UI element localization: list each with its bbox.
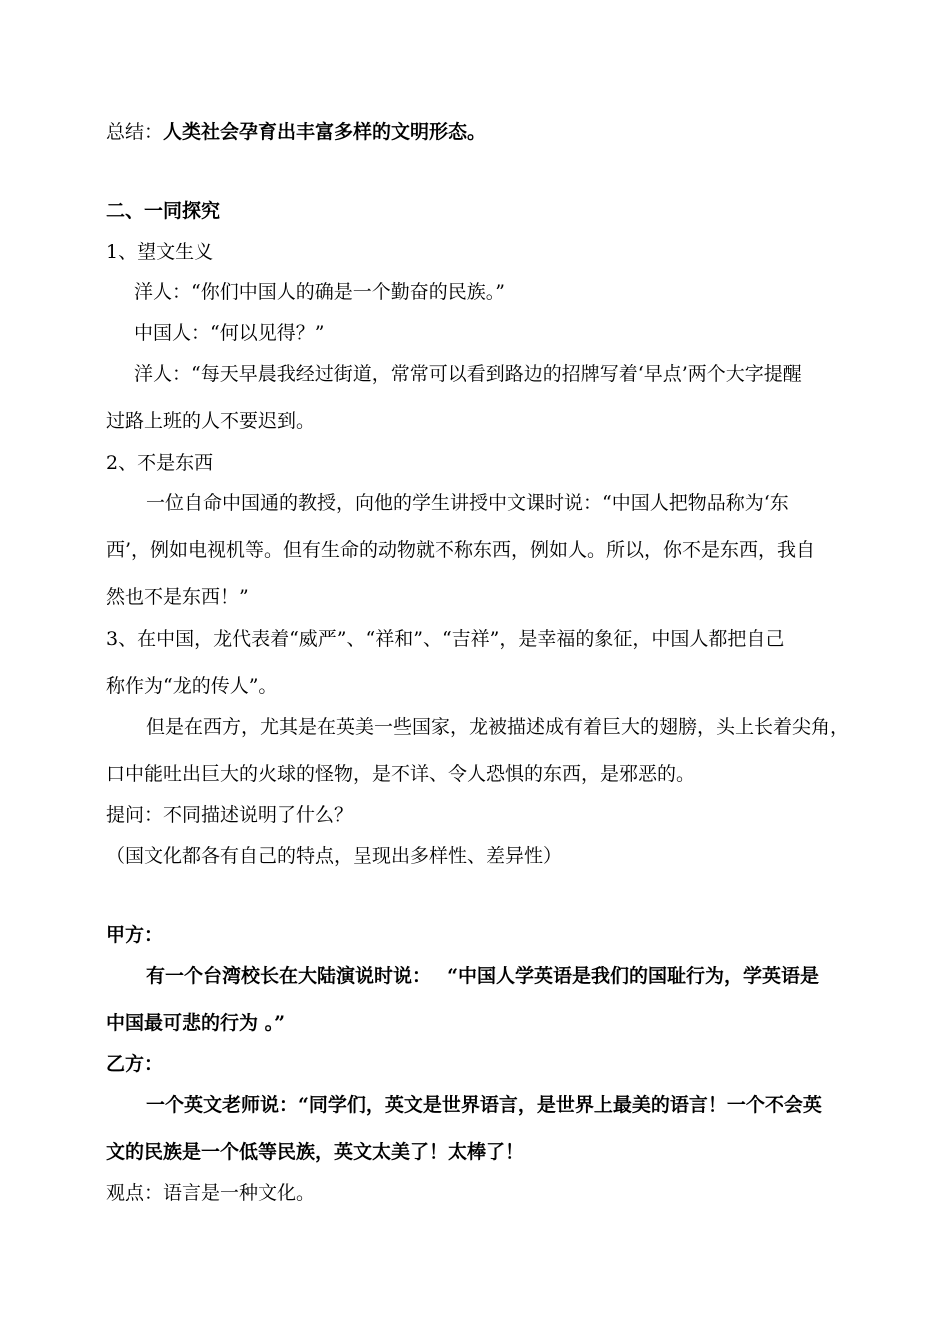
side-a-label: 甲方： [106, 924, 164, 946]
dialogue-line: 洋人：“你们中国人的确是一个勤奋的民族。” [134, 281, 505, 303]
item3-line: 称作为“龙的传人”。 [106, 675, 278, 697]
side-a-line: 有一个台湾校长在大陆演说时说： “中国人学英语是我们的国耻行为，学英语是 [146, 965, 820, 987]
item2-title: 2、不是东西 [106, 452, 214, 474]
dialogue-line: 洋人：“每天早晨我经过街道，常常可以看到路边的招牌写着‘早点’两个大字提醒 [134, 363, 802, 385]
answer-line: （国文化都各有自己的特点，呈现出多样性、差异性） [106, 845, 563, 867]
item3-line: 口中能吐出巨大的火球的怪物，是不详、令人恐惧的东西，是邪恶的。 [106, 763, 696, 785]
side-a-line: 中国最可悲的行为 。” [106, 1012, 286, 1034]
summary-label: 总结： [106, 121, 164, 143]
side-b-label: 乙方： [106, 1053, 164, 1075]
viewpoint-line: 观点：语言是一种文化。 [106, 1182, 316, 1204]
summary-text: 人类社会孕育出丰富多样的文明形态。 [163, 121, 487, 143]
question-line: 提问：不同描述说明了什么？ [106, 804, 354, 826]
paragraph-line: 然也不是东西！” [106, 586, 249, 608]
item3-line: 3、在中国，龙代表着“威严”、“祥和”、“吉祥”，是幸福的象征，中国人都把自己 [106, 628, 785, 650]
dialogue-line: 过路上班的人不要迟到。 [106, 410, 316, 432]
summary-line [106, 123, 486, 142]
dialogue-line: 中国人：“何以见得？” [134, 322, 325, 344]
item3-line: 但是在西方，尤其是在英美一些国家，龙被描述成有着巨大的翅膀，头上长着尖角， [146, 716, 850, 738]
paragraph-line: 西’，例如电视机等。但有生命的动物就不称东西，例如人。所以，你不是东西，我自 [106, 539, 816, 561]
side-b-line: 文的民族是一个低等民族，英文太美了！太棒了！ [106, 1141, 525, 1163]
item1-title: 1、望文生义 [106, 241, 214, 263]
side-b-line: 一个英文老师说：“同学们，英文是世界语言，是世界上最美的语言！一个不会英 [146, 1094, 822, 1116]
section-heading: 二、一同探究 [106, 200, 221, 222]
paragraph-line: 一位自命中国通的教授，向他的学生讲授中文课时说：“中国人把物品称为‘东 [146, 492, 789, 514]
